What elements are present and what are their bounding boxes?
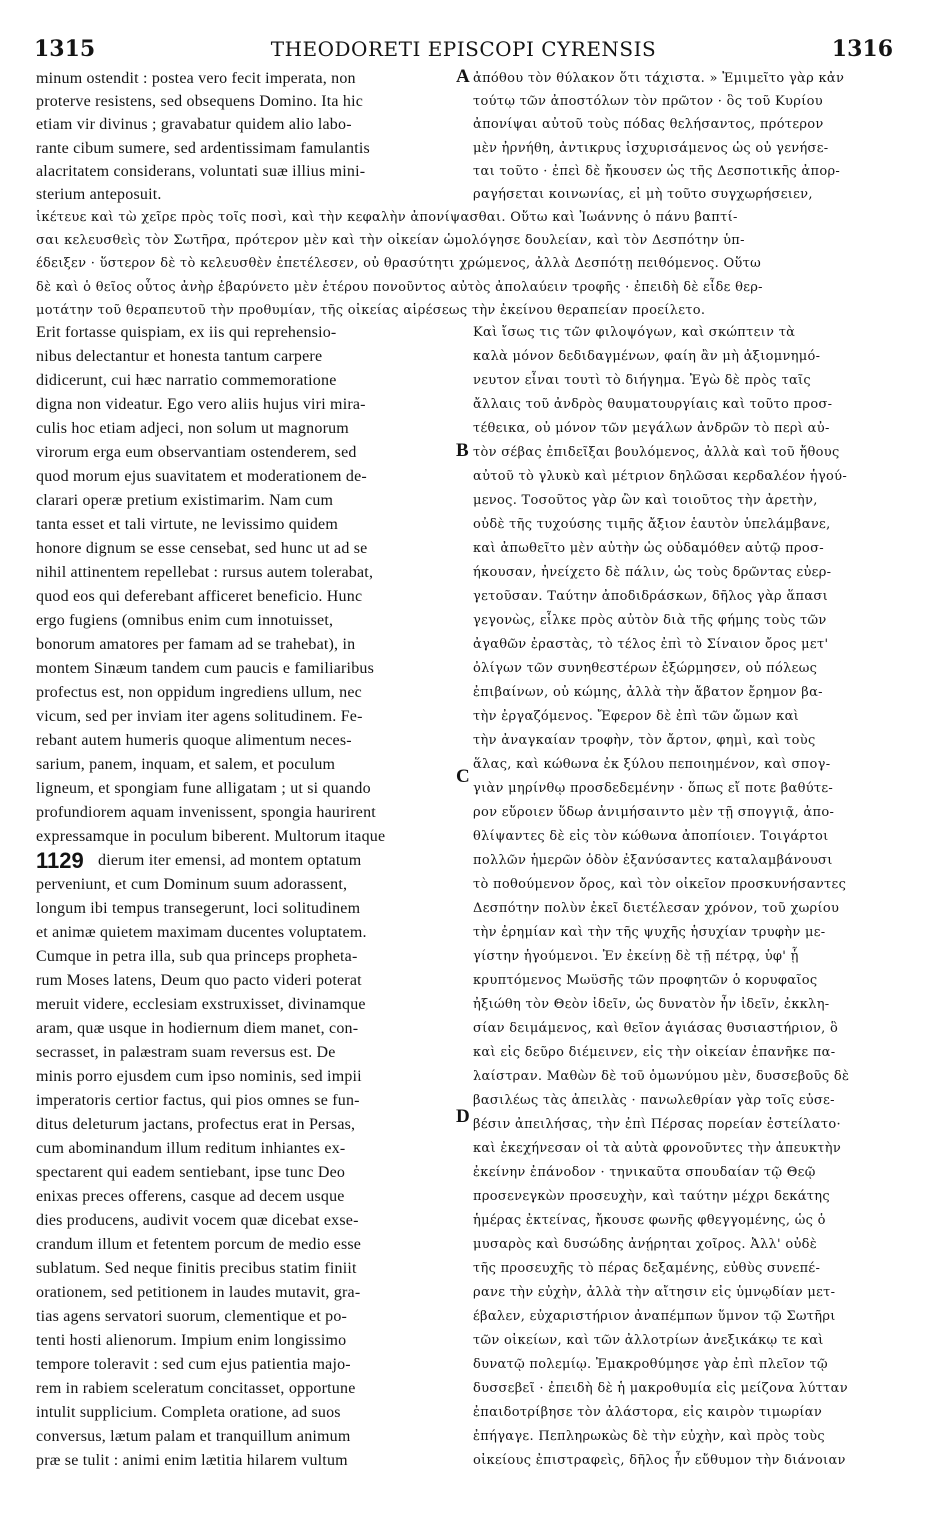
greek-line: ἄλλαις τοῦ ἀνδρὸς θαυματουργίαις καὶ τοῦτο προσ-: [473, 397, 833, 412]
latin-line: virorum erga eum observantiam ostenderem, sed: [36, 444, 357, 461]
greek-line: ήκουσαν, ἠνείχετο δὲ πάλιν, ὡς τοὺς δρῶντας εὐερ-: [473, 565, 832, 580]
greek-line: δυνατῷ πολεμίῳ. Ἐμακροθύμησε γὰρ ἐπὶ πλεῖον τῷ: [473, 1357, 828, 1372]
greek-line: θλίψαντες δὲ εἰς τὸν κώθωνα ἀποπίοιεν. Τοιγάρτοι: [473, 829, 829, 844]
greek-top-line: ται τοῦτο · ἐπεὶ δὲ ἤκουσεν ὡς τῆς Δεσποτικῆς ἀπορ-: [473, 163, 841, 179]
latin-line: quod eos qui deferebant afficeret beneficio. Hunc: [36, 588, 363, 605]
greek-line: βασιλέως τὰς ἀπειλὰς · πανωλεθρίαν γὰρ τοῖς εὐσε-: [473, 1093, 835, 1108]
column-number: 1129: [36, 848, 84, 873]
greek-line: γεγονὼς, εἷλκε πρὸς αὐτὸν διὰ τῆς φήμης τοὺς τῶν: [473, 613, 827, 628]
latin-line: bonorum amatores per famam ad se trahebat), in: [36, 636, 356, 653]
margin-marker-c: C: [456, 766, 470, 787]
greek-line: τέθεικα, οὐ μόνον τῶν μεγάλων ἀνδρῶν τὸ περὶ αὐ-: [473, 421, 830, 436]
margin-marker-a: A: [456, 66, 470, 87]
latin-line: intulit supplicium. Completa oratione, ad suos: [36, 1404, 341, 1421]
latin-line: culis hoc etiam adjeci, non solum ut magnorum: [36, 420, 349, 437]
greek-line: ἡμέρας ἐκτείνας, ἤκουσε φωνῆς φθεγγομένης, ὡς ὁ: [473, 1213, 826, 1228]
latin-line: sarium, panem, inquam, et salem, et poculum: [36, 756, 336, 773]
greek-line: ἐπαιδοτρίβησε τὸν ἀλάστορα, εἰς καιρὸν τιμωρίαν: [473, 1405, 823, 1420]
greek-line: βέσιν ἀπειλήσας, τὴν ἐπὶ Πέρσας πορείαν ἐστείλατο·: [473, 1117, 841, 1132]
greek-line: αὐτοῦ τὸ γλυκὺ καὶ μέτριον δηλῶσαι κερδαλέον ἡγού-: [473, 469, 848, 484]
greek-line: Καὶ ἴσως τις τῶν φιλοψόγων, καὶ σκώπτειν τὰ: [473, 325, 796, 340]
latin-line: longum ibi tempus transegerunt, loci solitudinem: [36, 900, 361, 917]
latin-line: conversus, lætum palam et tranquillum animum: [36, 1428, 351, 1445]
greek-line: καὶ ἀπωθεῖτο μὲν αὐτὴν ὡς οὐδαμόθεν αὐτῷ προσ-: [473, 541, 824, 556]
greek-line: μυσαρὸς καὶ δυσώδης ἀνῄρηται χοῖρος. Ἀλλ' οὐδὲ: [473, 1237, 818, 1252]
greek-line: τῆς προσευχῆς τὸ πέρας δεξαμένης, εὐθὺς συνεπέ-: [473, 1261, 821, 1276]
greek-line: γετοῦσαν. Ταύτην ἀποδιδράσκων, δῆλος γὰρ ἅπασι: [473, 589, 828, 604]
greek-line: τὴν ἀναγκαίαν τροφὴν, τὸν ἄρτον, φημὶ, καὶ τοὺς: [473, 733, 816, 748]
greek-line: καλὰ μόνον δεδιδαγμένων, φαίη ἂν μὴ ἀξιομνημό-: [473, 349, 821, 364]
latin-line: aram, quæ usque in hodiernum diem manet, con-: [36, 1020, 359, 1037]
margin-marker-d: D: [456, 1106, 470, 1127]
greek-line: τὴν ἐρημίαν καὶ τὴν τῆς ψυχῆς ἡσυχίαν τρυφὴν με-: [473, 925, 826, 940]
latin-line: præ se tulit : animi enim lætitia hilarem vultum: [36, 1452, 348, 1469]
latin-line: profundiorem aquam invenissent, spongia haurirent: [36, 804, 376, 821]
greek-line: ἐκείνην ἐπάνοδον · τηνικαῦτα σπουδαίαν τῷ Θεῷ: [473, 1165, 816, 1180]
latin-top-line: proterve resistens, sed obsequens Domino. Ita hic: [36, 93, 364, 111]
latin-line: nihil attinentem repellebat : rursus autem tolerabat,: [36, 564, 374, 581]
greek-line: νευτον εἶναι τουτὶ τὸ διήγημα. Ἐγὼ δὲ πρὸς ταῖς: [473, 373, 811, 388]
greek-top-line: μὲν ἠρνήθη, ἀντικρυς ἰσχυρισάμενος ὡς οὐ γενήσε-: [473, 140, 829, 156]
latin-line: rum Moses latens, Deum quo pacto videri poterat: [36, 972, 362, 989]
latin-line: dierum iter emensi, ad montem optatum: [98, 852, 362, 869]
latin-top-line: rante cibum sumere, sed ardentissimam famulantis: [36, 139, 370, 157]
greek-line: πολλῶν ἡμερῶν ὁδὸν ἐξανύσαντες καταλαμβάνουσι: [473, 853, 833, 868]
greek-full-line: ἱκέτευε καὶ τὼ χεῖρε πρὸς τοῖς ποσὶ, καὶ τὴν κεφαλὴν ἀπονίψασθαι. Οὕτω καὶ Ἰωάννης ὁ πάνυ βαπτί-: [36, 210, 738, 225]
latin-line: ditus deleturum jactans, profectus erat in Persas,: [36, 1116, 356, 1133]
latin-line: orationem, sed petitionem in laudes mutavit, gra-: [36, 1284, 361, 1301]
latin-line: tenti hosti alienorum. Impium enim longissimo: [36, 1332, 347, 1349]
latin-line: vicum, sed per inviam iter agens solitudinem. Fe-: [36, 708, 363, 725]
latin-top-line: etiam vir divinus ; gravabatur quidem alio labo-: [36, 116, 352, 134]
latin-line: montem Sinæum tandem cum paucis e familiaribus: [36, 660, 375, 677]
latin-line: ligneum, et spongiam fune alligatam ; ut si quando: [36, 780, 371, 797]
latin-line: honore dignum se esse censebat, sed hunc ut ad se: [36, 540, 368, 557]
greek-line: ἀγαθῶν ἐραστὰς, τὸ τέλος ἐπὶ τὸ Σίναιον ὄρος μετ': [473, 637, 829, 652]
latin-line: cum abominandum illum reditum inhiantes ex-: [36, 1140, 346, 1157]
latin-line: minis porro ejusdem cum ipso nominis, sed impii: [36, 1068, 362, 1085]
greek-line: τὸν σέβας ἐπιδεῖξαι βουλόμενος, ἀλλὰ καὶ τοῦ ἤθους: [473, 445, 840, 460]
latin-line: spectarent qui eadem sentiebant, ipse tunc Deo: [36, 1164, 346, 1181]
latin-line: clarari operæ pretium existimarim. Nam cum: [36, 492, 334, 509]
greek-line: λαίστραν. Μαθὼν δὲ τοῦ ὁμωνύμου μὲν, δυσσεβοῦς δὲ: [473, 1069, 850, 1084]
greek-line: κρυπτόμενος Μωϋσῆς τῶν προφητῶν ὁ κορυφαῖος: [473, 973, 818, 988]
latin-line: sublatum. Sed neque finitis precibus statim finiit: [36, 1260, 357, 1277]
latin-line: enixas preces offerens, casque ad decem usque: [36, 1188, 345, 1205]
greek-line: γίστην ἡγούμενοι. Ἐν ἐκείνῃ δὲ τῇ πέτρᾳ, ὑφ' ᾗ: [473, 949, 799, 964]
running-header: [0, 36, 927, 62]
latin-line: crandum illum et fetentem porcum de medio esse: [36, 1236, 362, 1253]
latin-line: rem in rabiem sceleratum concitasset, opportune: [36, 1380, 356, 1397]
latin-line: tias agens servatori suorum, clementique et po-: [36, 1308, 348, 1325]
latin-line: ergo fugiens (omnibus enim cum innotuisset,: [36, 612, 334, 629]
greek-line: ἐπιβαίνων, οὐ κώμης, ἀλλὰ τὴν ἄβατον ἔρημον βα-: [473, 685, 823, 700]
greek-top-line: ἀπόθου τὸν θύλακον ὅτι τάχιστα. » Ἐμιμεῖτο γὰρ κἀν: [473, 71, 845, 86]
greek-line: τὴν ἐργαζόμενος. Ἔφερον δὲ ἐπὶ τῶν ὤμων καὶ: [473, 709, 800, 724]
page-number-right: 1316: [831, 36, 893, 62]
page-number-left: 1315: [34, 36, 96, 62]
latin-line: Cumque in petra illa, sub qua princeps propheta-: [36, 948, 358, 965]
greek-line: προσενεγκὼν προσευχὴν, καὶ ταύτην μέχρι δεκάτης: [473, 1189, 830, 1204]
latin-line: rebant autem humeris quoque alimentum neces-: [36, 732, 352, 749]
latin-line: et animæ quietem maximam ducentes voluptatem.: [36, 924, 367, 941]
greek-top-line: ραγήσεται κοινωνίας, εἰ μὴ τοῦτο συγχωρήσειεν,: [473, 187, 813, 202]
greek-top-line: ἀπονίψαι αὐτοῦ τοὺς πόδας θελήσαντος, πρότερον: [473, 117, 824, 133]
latin-line: dies producens, audivit vocem quæ dicebat exse-: [36, 1212, 359, 1229]
latin-line: tempore toleravit : sed cum ejus patientia majo-: [36, 1356, 351, 1373]
latin-line: imperatoris certior factus, qui pios omnes se fun-: [36, 1092, 360, 1109]
greek-line: δυσσεβεῖ · ἐπειδὴ δὲ ἡ μακροθυμία εἰς μείζονα λύτταν: [473, 1381, 848, 1396]
greek-full-line: έδειξεν · ὕστερον δὲ τὸ κελευσθὲν ἐπετέλεσεν, οὐ θρασύτητι χρώμενος, ἀλλὰ Δεσπότῃ πειθόμενος. Οὕτω: [36, 256, 762, 272]
latin-top-line: minum ostendit : postea vero fecit imperata, non: [36, 70, 356, 87]
greek-line: τῶν οἰκείων, καὶ τῶν ἀλλοτρίων ἀνεξικάκῳ τε καὶ: [473, 1333, 824, 1348]
margin-marker-b: B: [456, 440, 469, 461]
greek-line: ρανε τὴν εὐχὴν, ἀλλὰ τὴν αἴτησιν εἰς ὑμνῳδίαν μετ-: [473, 1285, 836, 1300]
latin-top-line: alacritatem considerans, voluntati suæ illius mini-: [36, 162, 366, 180]
latin-line: nibus delectantur et honesta tantum carpere: [36, 348, 323, 365]
latin-line: profectus est, non oppidum ingrediens ullum, nec: [36, 684, 362, 701]
greek-full-line: δὲ καὶ ὁ θεῖος οὗτος ἀνὴρ ἐβαρύνετο μὲν ἑτέρου πονοῦντος αὐτὸς ἀπολαύειν τροφῆς · ἐπειδὴ δὲ εἶδε θερ-: [36, 279, 763, 295]
latin-line: digna non videatur. Ego vero aliis hujus viri mira-: [36, 396, 366, 413]
latin-top-line: sterium anteposuit.: [36, 186, 162, 203]
greek-line: σίαν δειμάμενος, καὶ θεῖον ἁγιάσας θυσιαστήριον, ὃ: [473, 1021, 839, 1036]
greek-line: καὶ εἰς δεῦρο διέμεινεν, εἰς τὴν οἰκείαν ἐπανῆκε πα-: [473, 1045, 836, 1060]
greek-line: ἠξιώθη τὸν Θεὸν ἰδεῖν, ὡς δυνατὸν ἦν ἰδεῖν, ἐκκλη-: [473, 997, 830, 1012]
greek-line: ὀλίγων τῶν συνηθεστέρων ἐξώρμησεν, οὐ πόλεως: [473, 661, 818, 676]
latin-line: perveniunt, et cum Dominum suum adorassent,: [36, 876, 348, 893]
latin-line: meruit videre, ecclesiam exstruxisset, divinamque: [36, 996, 366, 1013]
greek-full-line: μοτάτην τοῦ θεραπευτοῦ τὴν προθυμίαν, τῆς οἰκείας αἱρέσεως τὴν ἐκείνου θεραπείαν προείλετο.: [36, 302, 706, 318]
running-title: THEODORETI EPISCOPI CYRENSIS: [270, 37, 657, 61]
greek-line: γιὰν μηρίνθῳ προσδεδεμένην · ὅπως εἴ ποτε βαθύτε-: [473, 781, 834, 796]
greek-line: έβαλεν, εὐχαριστήριον ἀναπέμπων ὕμνον τῷ Σωτῆρι: [473, 1309, 836, 1324]
latin-line: expressamque in poculum biberent. Multorum itaque: [36, 828, 386, 845]
greek-line: καὶ ἐκεχήνεσαν οἱ τὰ αὐτὰ φρονοῦντες τὴν ἀπευκτὴν: [473, 1141, 842, 1156]
latin-line: quod morum ejus suavitatem et moderationem de-: [36, 468, 367, 485]
greek-line: οὐδὲ τῆς τυχούσης τιμῆς ἄξιον ἑαυτὸν ὑπελάμβανε,: [473, 517, 831, 532]
greek-line: ἐπήγαγε. Πεπληρωκὼς δὲ τὴν εὐχὴν, καὶ πρὸς τοὺς: [473, 1429, 825, 1444]
greek-line: ἅλας, καὶ κώθωνα ἐκ ξύλου πεποιημένον, καὶ σπογ-: [473, 757, 831, 772]
greek-line: μενος. Τοσοῦτος γὰρ ὢν καὶ τοιοῦτος τὴν ἀρετὴν,: [473, 493, 818, 508]
greek-top-line: τούτῳ τῶν ἀποστόλων τὸν πρῶτον · ὃς τοῦ Κυρίου: [473, 94, 823, 110]
greek-line: ρον εὕροιεν ὕδωρ ἀνιμήσαιντο μὲν τῇ σπογγιᾷ, ἀπο-: [473, 805, 835, 820]
latin-line: didicerunt, cui hæc narratio commemoratione: [36, 372, 337, 389]
greek-full-line: σαι κελευσθεὶς τὸν Σωτῆρα, πρότερον μὲν καὶ τὴν οἰκείαν ὡμολόγησε δουλείαν, καὶ τὸν Δεσπότην ὑπ-: [36, 233, 745, 249]
latin-line: tanta esset et tali virtute, ne levissimo quidem: [36, 516, 338, 533]
latin-line: Erit fortasse quispiam, ex iis qui reprehensio-: [36, 324, 337, 341]
latin-line: secrasset, in palæstram suam reversus est. De: [36, 1044, 336, 1061]
greek-line: Δεσπότην πολὺν ἐκεῖ διετέλεσαν χρόνον, τοῦ χωρίου: [473, 901, 840, 916]
greek-line: οἰκείους ἐπιστραφεὶς, δῆλος ἦν εὔθυμον τὴν διάνοιαν: [473, 1453, 846, 1468]
greek-line: τὸ ποθούμενον ὄρος, καὶ τὸν οἰκεῖον προσκυνήσαντες: [473, 877, 847, 892]
